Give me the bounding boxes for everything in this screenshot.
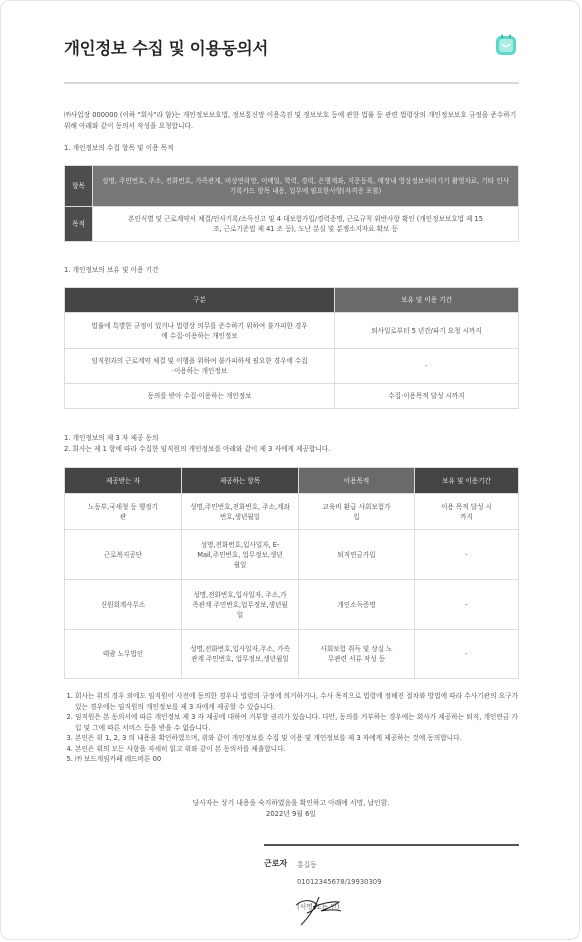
table-cell: - bbox=[335, 349, 519, 384]
table-cell: - bbox=[415, 630, 519, 679]
table-cell: - bbox=[415, 580, 519, 630]
table-cell: 태광 노무법인 bbox=[65, 630, 182, 679]
table-cell: 사회보험 취득 및 상실 노무관련 서류 작성 등 bbox=[299, 630, 415, 679]
table-cell: 동의를 받아 수집·이용하는 개인정보 bbox=[65, 384, 335, 409]
column-header: 보유 및 이용기간 bbox=[415, 468, 519, 494]
row-header: 목적 bbox=[65, 207, 93, 242]
document-date: 2022년 9월 6일 bbox=[266, 810, 316, 818]
row-header: 항목 bbox=[65, 166, 93, 207]
notebook-app-icon bbox=[495, 34, 517, 56]
section-2-heading: 1. 개인정보의 보유 및 이용 기간 bbox=[64, 266, 159, 274]
notes-list bbox=[64, 691, 524, 765]
table-row bbox=[65, 166, 519, 207]
table-cell: 법률에 특별한 규정이 있거나 법령상 의무를 준수하기 위하여 불가피한 경우에 수집·이용하는 개인정보 bbox=[65, 313, 335, 349]
table-cell: 신원회계사무소 bbox=[65, 580, 182, 630]
list-item: 1. 회사는 위의 경우 외에도 임직원이 사전에 동의한 경우나 법령의 규정에 의거하거나, 수사 목적으로 법령에 정해진 절차와 방법에 따라 수사기관의 요구가 있는 경우에는 임직원의 개인정보를 제 3 자에게 제공할 수 있습니다. bbox=[75, 691, 524, 712]
table-row bbox=[65, 207, 519, 242]
table-cell: 교육비 환급 사회보험가입 bbox=[299, 494, 415, 530]
table-row bbox=[65, 630, 519, 679]
retention-table bbox=[64, 287, 519, 409]
list-item: 3. 본인은 위 1, 2, 3 의 내용을 확인하였으며, 위와 같이 개인정보를 수집 및 이용 및 개인정보를 제 3 자에게 제공하는 것에 동의합니다. bbox=[75, 733, 524, 744]
section-3-subheading: 2. 회사는 제 1 항에 따라 수집한 임직원의 개인정보를 아래와 같이 제 3 자에게 제공합니다. bbox=[64, 445, 331, 453]
signature-placeholder: (서명 또는 인) bbox=[297, 903, 340, 911]
table-row bbox=[65, 530, 519, 580]
signer-label: 근로자 bbox=[264, 859, 288, 868]
section-3-heading: 1. 개인정보의 제 3 자 제공 동의 bbox=[64, 434, 159, 442]
table-cell: 노동부,국세청 등 행정기관 bbox=[65, 494, 182, 530]
table-row bbox=[65, 313, 519, 349]
list-item: 5. ㈜ 보드게임카페 레드버튼 00 bbox=[75, 754, 524, 765]
page-title: 개인정보 수집 및 이용동의서 bbox=[64, 39, 269, 58]
list-item: 2. 임직원은 본 동의서에 따른 개인정보 제 3 자 제공에 대하여 거부할 권리가 있습니다. 다만, 동의를 거부하는 경우에는 회사가 제공하는 퇴직, 개인연금 가입 및 그에 따른 서비스 등을 받을 수 없습니다. bbox=[75, 712, 524, 733]
table-cell: 성명,전화번호,입사일자, E-Mail,주민번호, 업무정보,생년월일 bbox=[182, 530, 299, 580]
table-cell: 퇴직연금가입 bbox=[299, 530, 415, 580]
collection-items-table bbox=[64, 165, 519, 242]
table-cell: 성명,주민번호,전화번호, 주소,계좌번호,생년월일 bbox=[182, 494, 299, 530]
table-cell: 수집·이용목적 달성 시까지 bbox=[335, 384, 519, 409]
table-cell: 퇴사일로부터 5 년간/파기 요청 시까지 bbox=[335, 313, 519, 349]
column-header: 제공받는 자 bbox=[65, 468, 182, 494]
table-cell: 성명,전화번호,입사일자,주소, 가족관계 주민번호, 업무정보,생년월일 bbox=[182, 630, 299, 679]
column-header: 제공하는 항목 bbox=[182, 468, 299, 494]
table-cell: 성명,전화번호,입사일자, 주소,가족관계 주민번호,업무정보,생년월일 bbox=[182, 580, 299, 630]
table-header-row bbox=[65, 468, 519, 494]
table-cell: 근로복지공단 bbox=[65, 530, 182, 580]
handwritten-signature bbox=[293, 889, 347, 929]
table-cell: 이용 목적 달성 시까지 bbox=[415, 494, 519, 530]
section-1-heading: 1. 개인정보의 수집 항목 및 이용 목적 bbox=[64, 144, 174, 152]
intro-paragraph: ㈜사업장 000000 (이하 "회사"라 함)는 개인정보보호법, 정보통신망 이용촉진 및 정보보호 등에 관한 법률 등 관련 법령상의 개인정보보호 규정을 준수하기 위해 아래와 같이 동의서 작성을 요청합니다. bbox=[64, 111, 517, 130]
column-header: 이용목적 bbox=[299, 468, 415, 494]
table-header-row bbox=[65, 288, 519, 313]
list-item: 4. 본인은 위의 모든 사항을 자세히 읽고 위와 같이 본 동의서를 제출합니다. bbox=[75, 744, 524, 755]
confirmation-text: 당사자는 상기 내용을 숙지하였음을 확인하고 아래에 서명, 날인함. bbox=[192, 799, 390, 807]
table-row bbox=[65, 494, 519, 530]
signer-id: 01012345678/19930309 bbox=[297, 878, 382, 886]
column-header: 구분 bbox=[65, 288, 335, 313]
table-cell: 본인식별 및 근로계약서 체결/인사기록/소득신고 및 4 대보험가입/경력증명, 근로규칙 위반사항 확인 (개인정보보호법 제 15 조, 근로기준법 제 41 조 등), 도난 분실 및 분쟁소지자료 확보 등 bbox=[93, 207, 519, 242]
table-row bbox=[65, 580, 519, 630]
table-cell: - bbox=[415, 530, 519, 580]
table-cell: 임직원과의 근로계약 체결 및 이행을 위하여 불가피하게 필요한 경우에 수집·이용하는 개인정보 bbox=[65, 349, 335, 384]
table-row bbox=[65, 384, 519, 409]
signature-divider bbox=[264, 844, 519, 846]
table-cell: 개인소득증명 bbox=[299, 580, 415, 630]
table-cell: 성명, 주민번호, 주소, 전화번호, 가족관계, 비상연락망, 이메일, 학력, 경력, 은행계좌, 지문등록, 매장내 영상정보처리기기 촬영자료, 기타 인사기록카드 항목 내용, 업무에 필요한사항(자격증 포함) bbox=[93, 166, 519, 207]
third-party-table bbox=[64, 467, 519, 679]
table-row bbox=[65, 349, 519, 384]
signer-name: 홍길동 bbox=[297, 861, 317, 869]
title-divider bbox=[64, 82, 519, 84]
column-header: 보유 및 이용 기간 bbox=[335, 288, 519, 313]
